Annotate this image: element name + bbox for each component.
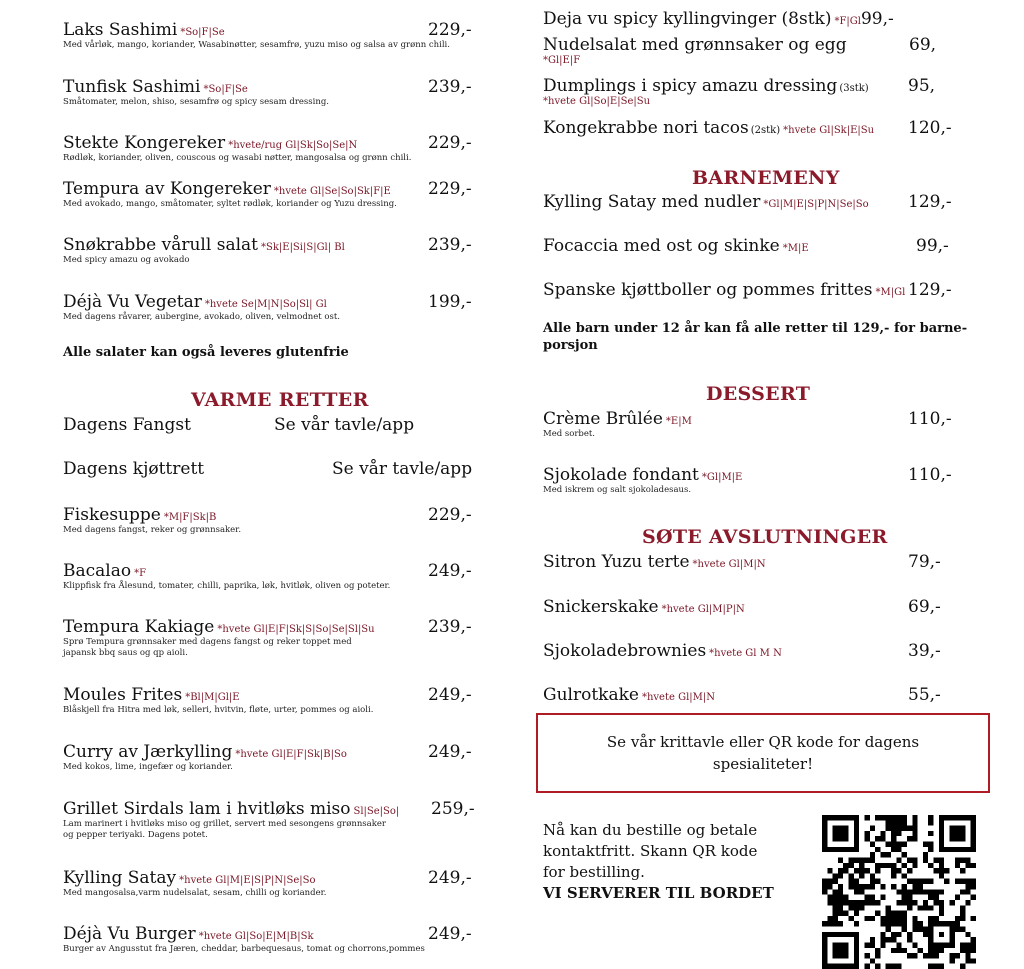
item-name: Curry av Jærkylling <box>63 742 233 762</box>
item-description: Burger av Angusstut fra Jæren, cheddar, barbequesaus, tomat og chorrons,pommes <box>63 944 425 954</box>
item-description: Klippfisk fra Ålesund, tomater, chilli, paprika, løk, hvitløk, oliven og poteter. <box>63 581 391 591</box>
item-description: Med sorbet. <box>543 429 596 439</box>
dagens-kjott-value: Se vår tavle/app <box>332 459 473 479</box>
allergen-codes: *hvete Gl|M|P|N <box>661 604 745 615</box>
item-name: Snøkrabbe vårull salat <box>63 235 258 255</box>
item-name: Dumplings i spicy amazu dressing <box>543 76 838 96</box>
item-price: 69,- <box>908 597 941 617</box>
menu-item-fiskesuppe <box>63 505 241 536</box>
item-name: Focaccia med ost og skinke <box>543 236 780 256</box>
menu-item-dumplings <box>543 76 869 107</box>
item-price: 249,- <box>428 561 472 581</box>
item-name: Deja vu spicy kyllingvinger (8stk) <box>543 9 832 29</box>
allergen-codes: *hvete/rug Gl|Sk|So|Se|N <box>228 140 358 151</box>
dagens-fangst-value: Se vår tavle/app <box>274 415 415 435</box>
item-price: 199,- <box>428 292 472 312</box>
allergen-codes: *hvete Se|M|N|So|Sl| Gl <box>204 299 327 310</box>
item-description: Med vårløk, mango, koriander, Wasabinøtter, sesamfrø, yuzu miso og salsa av grønn chili. <box>63 40 450 50</box>
allergen-codes: *hvete Gl|So|E|Se|Su <box>543 96 651 107</box>
item-name: Sjokoladebrownies <box>543 641 707 661</box>
menu-item-tempura-kongereker <box>63 179 397 210</box>
item-price: 69, <box>909 35 937 55</box>
item-description: Lam marinert i hvitløks miso og grillet, servert med sesongens grønnsaker <box>63 819 386 829</box>
menu-item-creme-brulee <box>543 409 692 440</box>
item-price: 55,- <box>908 685 941 705</box>
item-price: 229,- <box>428 179 472 199</box>
allergen-codes: *hvete Gl|M|N <box>641 692 716 703</box>
menu-item-focaccia <box>543 236 809 256</box>
item-price: 239,- <box>428 77 472 97</box>
item-price: 120,- <box>908 118 952 138</box>
item-name: Bacalao <box>63 561 132 581</box>
menu-item-stekte-kongereker <box>63 133 411 164</box>
allergen-codes: *hvete Gl|E|F|Sk|B|So <box>235 749 347 760</box>
item-name: Moules Frites <box>63 685 183 705</box>
order-line: Nå kan du bestille og betale <box>543 821 758 839</box>
item-name: Kylling Satay med nudler <box>543 192 761 212</box>
menu-item-deja-vu-burger <box>63 924 425 955</box>
allergen-codes: *hvete Gl|M|N <box>692 559 766 570</box>
allergen-codes: *Bl|M|Gl|E <box>185 692 240 703</box>
menu-item-nori-tacos <box>543 118 874 138</box>
order-line: kontaktfritt. Skann QR kode <box>543 842 758 860</box>
item-price: 229,- <box>428 133 472 153</box>
allergen-codes: Sl|Se|So| <box>353 806 400 817</box>
item-price: 99,- <box>860 9 894 29</box>
menu-item-snickerskake <box>543 597 745 617</box>
allergen-codes: *Gl|M|E|S|P|N|Se|So <box>763 199 869 210</box>
menu-item-gulrotkake <box>543 685 715 705</box>
allergen-codes: *hvete Gl M N <box>709 648 782 659</box>
allergen-codes: *hvete Gl|Sk|E|Su <box>783 125 875 136</box>
item-name: Gulrotkake <box>543 685 639 705</box>
item-description: Med iskrem og salt sjokoladesaus. <box>543 485 692 495</box>
menu-item-curry-jaerkylling <box>63 742 347 773</box>
menu-item-bacalao <box>63 561 390 592</box>
allergen-codes: *M|E <box>782 243 809 254</box>
item-description: Småtomater, melon, shiso, sesamfrø og spicy sesam dressing. <box>63 97 329 107</box>
allergen-codes: *hvete Gl|Se|So|Sk|F|E <box>273 186 391 197</box>
menu-item-nudelsalat <box>543 35 847 66</box>
allergen-codes: *hvete Gl|So|E|M|B|Sk <box>198 931 314 942</box>
menu-item-kylling-satay <box>63 868 326 899</box>
specials-notice-box <box>536 713 990 793</box>
item-price: 239,- <box>428 617 472 637</box>
dagens-kjott-label: Dagens kjøttrett <box>63 459 205 479</box>
menu-item-moules-frites <box>63 685 373 716</box>
item-name: Spanske kjøttboller og pommes frittes <box>543 280 873 300</box>
item-description: Med spicy amazu og avokado <box>63 255 190 265</box>
item-name: Sitron Yuzu terte <box>543 552 690 572</box>
section-heading-sote-avslutninger: SØTE AVSLUTNINGER <box>642 526 888 548</box>
kids-note-line: porsjon <box>543 338 598 353</box>
item-name: Tempura Kakiage <box>63 617 215 637</box>
item-price: 229,- <box>428 20 472 40</box>
section-heading-dessert: DESSERT <box>706 383 811 405</box>
allergen-codes: *So|F|Se <box>203 84 248 95</box>
allergen-codes: *M|Gl <box>875 287 906 298</box>
menu-item-sjokolade-fondant <box>543 465 742 496</box>
item-price: 249,- <box>428 924 472 944</box>
dagens-fangst-label: Dagens Fangst <box>63 415 191 435</box>
allergen-codes: *E|M <box>665 416 692 427</box>
allergen-codes: *Gl|E|F <box>543 55 581 66</box>
menu-item-grillet-lam <box>63 799 399 841</box>
serve-to-table-text: VI SERVERER TIL BORDET <box>543 884 774 902</box>
specials-notice-line: Se vår krittavle eller QR kode for dagens <box>606 733 920 751</box>
section-heading-barnemeny: BARNEMENY <box>692 167 840 189</box>
item-price: 129,- <box>908 280 952 300</box>
item-description: Rødløk, koriander, oliven, couscous og wasabi nøtter, mangosalsa og grønn chili. <box>63 153 412 163</box>
menu-item-kjottboller <box>543 280 905 300</box>
menu-item-snokrabbe <box>63 235 345 266</box>
allergen-codes: *hvete Gl|M|E|S|P|N|Se|So <box>179 875 316 886</box>
item-description: Blåskjell fra Hitra med løk, selleri, hvitvin, fløte, urter, pommes og aioli. <box>63 705 374 715</box>
item-price: 39,- <box>908 641 941 661</box>
item-name: Sjokolade fondant <box>543 465 699 485</box>
item-name: Crème Brûlée <box>543 409 663 429</box>
item-description: Med mangosalsa,varm nudelsalat, sesam, chilli og koriander. <box>63 888 327 898</box>
item-name: Tunfisk Sashimi <box>63 77 201 97</box>
menu-item-sjokoladebrownies <box>543 641 782 661</box>
kids-note-line: Alle barn under 12 år kan få alle retter til 129,- for barne- <box>543 321 968 336</box>
item-price: 259,- <box>431 799 475 819</box>
allergen-codes: *F|Gl <box>834 16 861 27</box>
allergen-codes: *Gl|M|E <box>701 472 743 483</box>
item-price: 110,- <box>908 465 952 485</box>
salad-gluten-note: Alle salater kan også leveres glutenfrie <box>63 345 349 360</box>
item-name: Stekte Kongereker <box>63 133 226 153</box>
item-price: 249,- <box>428 868 472 888</box>
item-description: Med avokado, mango, småtomater, syltet rødløk, koriander og Yuzu dressing. <box>63 199 397 209</box>
allergen-codes: *Sk|E|Si|S|Gl| Bl <box>260 242 345 253</box>
item-price: 239,- <box>428 235 472 255</box>
menu-item-laks-sashimi <box>63 20 450 51</box>
item-name: Déjà Vu Burger <box>63 924 196 944</box>
specials-notice-line: spesialiteter! <box>712 755 814 773</box>
order-line: for bestilling. <box>543 863 645 881</box>
item-name: Tempura av Kongereker <box>63 179 271 199</box>
item-name: Laks Sashimi <box>63 20 178 40</box>
qr-code-icon[interactable] <box>822 815 976 969</box>
item-price: 129,- <box>908 192 952 212</box>
item-name: Kylling Satay <box>63 868 177 888</box>
item-description: Med dagens råvarer, aubergine, avokado, oliven, velmodnet ost. <box>63 312 340 322</box>
item-description: og pepper teriyaki. Dagens potet. <box>63 830 208 840</box>
item-price: 95, <box>908 76 936 96</box>
menu-item-kyllingvinger <box>543 9 894 29</box>
allergen-codes: *F <box>134 568 147 579</box>
menu-item-sitron-yuzu <box>543 552 766 572</box>
item-name: Snickerskake <box>543 597 659 617</box>
item-name: Nudelsalat med grønnsaker og egg <box>543 35 847 55</box>
section-heading-varme-retter: VARME RETTER <box>191 389 369 411</box>
order-instructions <box>543 820 793 904</box>
item-name: Fiskesuppe <box>63 505 161 525</box>
item-price: 249,- <box>428 685 472 705</box>
item-description: Sprø Tempura grønnsaker med dagens fangst og reker toppet med <box>63 637 352 647</box>
menu-item-tunfisk-sashimi <box>63 77 329 108</box>
item-name: Kongekrabbe nori tacos <box>543 118 749 138</box>
menu-item-kids-satay <box>543 192 869 212</box>
item-name: Déjà Vu Vegetar <box>63 292 202 312</box>
item-quantity: (3stk) <box>839 83 869 94</box>
item-description: Med dagens fangst, reker og grønnsaker. <box>63 525 242 535</box>
item-description: japansk bbq saus og qp aioli. <box>63 648 188 658</box>
allergen-codes: *So|F|Se <box>180 27 225 38</box>
item-price: 79,- <box>908 552 941 572</box>
item-price: 249,- <box>428 742 472 762</box>
allergen-codes: *hvete Gl|E|F|Sk|S|So|Se|Sl|Su <box>217 624 375 635</box>
allergen-codes: *M|F|Sk|B <box>163 512 217 523</box>
item-price: 229,- <box>428 505 472 525</box>
menu-item-deja-vu-vegetar <box>63 292 340 323</box>
item-price: 99,- <box>916 236 949 256</box>
kids-note <box>543 320 967 354</box>
menu-item-tempura-kakiage <box>63 617 375 659</box>
item-description: Med kokos, lime, ingefær og koriander. <box>63 762 233 772</box>
item-name: Grillet Sirdals lam i hvitløks miso <box>63 799 351 819</box>
item-quantity: (2stk) <box>750 125 781 136</box>
item-price: 110,- <box>908 409 952 429</box>
